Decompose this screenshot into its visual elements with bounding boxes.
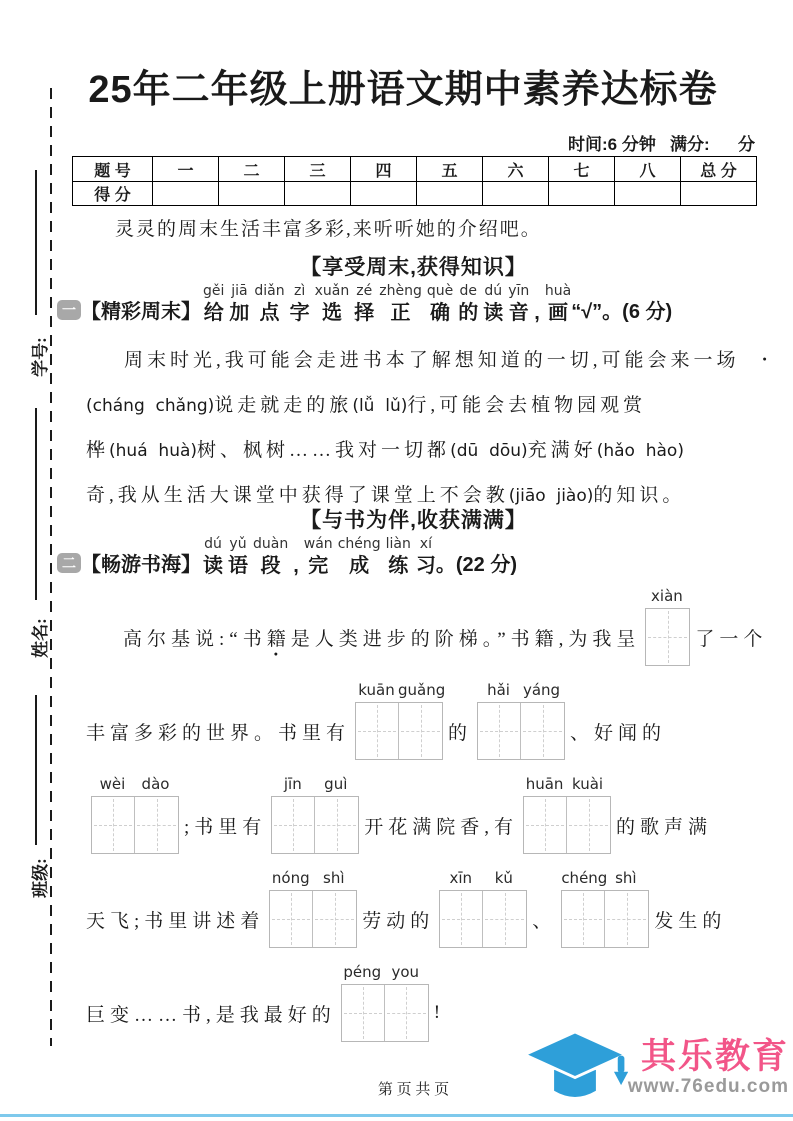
pinyin-annotation: liàn [385, 536, 411, 552]
character-write-box[interactable] [483, 891, 526, 947]
student-name-blank-line[interactable] [35, 408, 37, 600]
pinyin-options: (lǚ lǔ) [352, 396, 408, 416]
score-cell[interactable] [351, 182, 417, 206]
pinyin-annotation: yǔ [229, 536, 247, 552]
character-write-box[interactable] [440, 891, 483, 947]
base-char: 读 [203, 555, 223, 577]
pinyin-annotation: zhèng [379, 283, 422, 299]
score-cell[interactable] [417, 182, 483, 206]
question-1-number-badge: 一 [57, 300, 81, 320]
writing-box-pinyin-row [645, 587, 690, 606]
character-write-box[interactable] [385, 985, 428, 1041]
dotted-char: 场 ● [717, 350, 740, 371]
ruby-char [254, 283, 284, 324]
ruby-char [253, 536, 288, 577]
base-char: 确 [430, 302, 451, 324]
pinyin-annotation: de [459, 283, 477, 299]
text-run: 高尔基说:“书 [123, 628, 267, 650]
dotted-char: 都 ● [427, 440, 450, 461]
text-run: 是人类进步的阶梯。”书籍,为我呈 [290, 628, 641, 650]
score-table-label-cell: 七 [549, 157, 615, 182]
base-char: 语 [228, 555, 248, 577]
base-char: 的 [458, 302, 479, 324]
ruby-char [416, 536, 436, 577]
writing-box-cells [341, 984, 429, 1042]
pinyin-annotation: xuǎn [314, 283, 350, 299]
pinyin-annotation: duàn [253, 536, 289, 552]
base-char: 练 [388, 555, 409, 577]
text-run: 奇,我从生活大课堂中获得了课堂上不会 [86, 485, 486, 506]
writing-box-group [439, 869, 527, 969]
passage-line [86, 775, 776, 872]
brand-text [628, 1038, 789, 1099]
page-number-footer: 第 页 共 页 [377, 1082, 450, 1098]
ruby-char [354, 283, 374, 324]
question-2-suffix: 。(22 分) [435, 554, 517, 576]
bottom-blue-rule [0, 1114, 793, 1117]
pinyin-annotation: jiā [231, 283, 248, 299]
base-char: , [534, 302, 540, 324]
character-write-box[interactable] [270, 891, 313, 947]
score-table-label-cell: 题 号 [73, 157, 153, 182]
section1-banner: 【享受周末,获得知识】 [300, 256, 527, 279]
score-table-header-row [73, 157, 757, 182]
base-char: 完 [308, 555, 329, 577]
character-write-box[interactable] [521, 703, 564, 759]
writing-box-pinyin-row [439, 869, 527, 888]
writing-box-cells [561, 890, 649, 948]
score-table-label-cell: 总 分 [681, 157, 757, 182]
character-write-box[interactable] [567, 797, 610, 853]
pinyin-hint: péng [343, 963, 382, 981]
pinyin-annotation: zé [356, 283, 373, 299]
question-2 [57, 536, 517, 577]
question-2-number-badge: 二 [57, 553, 81, 573]
pinyin-options: (dū dōu) [450, 441, 528, 461]
intro-sentence: 灵灵的周末生活丰富多彩,来听听她的介绍吧。 [115, 219, 542, 240]
paragraph-line [86, 383, 762, 428]
question-1-paragraph [86, 338, 762, 518]
question-2-ruby-text [203, 536, 436, 577]
text-run: 发生的 [654, 910, 727, 932]
score-cell[interactable] [681, 182, 757, 206]
question-1-tag: 【精彩周末】 [81, 301, 201, 323]
score-cell[interactable] [219, 182, 285, 206]
text-run: 行,可能会去植物园观赏 [407, 395, 647, 416]
base-char: 音 [508, 302, 529, 324]
question-2-passage [86, 587, 776, 1060]
text-run: 树、枫树……我对一切 [197, 440, 428, 461]
student-id-blank-line[interactable] [35, 170, 37, 315]
time-score-line: 时间:6 分钟 满分: 分 [567, 135, 755, 154]
text-run: 巨变……书,是我最好的 [86, 1004, 336, 1026]
text-run: 周末时光,我可能会走进书本了解想知道的一切,可能会来一 [124, 350, 717, 371]
pinyin-hint: kuān [358, 681, 395, 699]
pinyin-hint: hǎi [487, 681, 510, 699]
ruby-char [545, 283, 571, 324]
character-write-box[interactable] [313, 891, 356, 947]
ruby-char [427, 283, 453, 324]
seal-dashed-line [50, 88, 52, 1046]
pinyin-annotation: diǎn [254, 283, 285, 299]
score-cell[interactable] [483, 182, 549, 206]
text-run: 劳动的 [362, 910, 435, 932]
pinyin-hint: chéng [561, 869, 608, 887]
ruby-char [293, 536, 299, 577]
pinyin-annotation: huà [544, 283, 572, 299]
score-table-label-cell: 八 [615, 157, 681, 182]
text-run: 开花满院香,有 [364, 816, 519, 838]
pinyin-hint: you [391, 963, 420, 981]
writing-box-pinyin-row [91, 775, 179, 794]
score-cell[interactable] [615, 182, 681, 206]
score-table-label-cell: 一 [153, 157, 219, 182]
character-write-box[interactable] [562, 891, 605, 947]
base-char: 正 [390, 302, 411, 324]
character-write-box[interactable] [135, 797, 178, 853]
pinyin-hint: shì [323, 869, 345, 887]
score-table-label-cell: 四 [351, 157, 417, 182]
section2-banner: 【与书为伴,收获满满】 [300, 509, 527, 532]
text-run: ! [433, 1002, 446, 1023]
base-char: 读 [483, 302, 504, 324]
character-write-box[interactable] [524, 797, 567, 853]
score-table [72, 156, 757, 206]
base-char: 习 [415, 555, 436, 577]
ruby-char [534, 283, 540, 324]
pinyin-hint: wèi [99, 775, 126, 793]
base-char: 择 [354, 302, 375, 324]
dotted-char: 籍 ● [267, 624, 291, 651]
ruby-char [304, 536, 333, 577]
score-cell[interactable] [153, 182, 219, 206]
writing-box-cells [439, 890, 527, 948]
dotted-char: 旅 ● [329, 395, 352, 416]
pinyin-hint: kǔ [494, 869, 513, 887]
base-char: , [293, 555, 299, 577]
text-run: 丰富多彩的世界。书里有 [86, 722, 351, 744]
pinyin-options: (cháng chǎng) [86, 396, 215, 416]
writing-box-pinyin-row [523, 775, 611, 794]
text-run: 的知识。 [593, 485, 686, 506]
pinyin-annotation: dú [484, 283, 503, 299]
base-char: 点 [259, 302, 280, 324]
pinyin-annotation: què [426, 283, 454, 299]
brand-name: 其乐教育 [640, 1036, 789, 1076]
pinyin-annotation: dú [204, 536, 222, 552]
ruby-char [315, 283, 350, 324]
class-blank-line[interactable] [35, 695, 37, 845]
base-char: 画 [548, 302, 569, 324]
brand-url: www.76edu.com [627, 1076, 789, 1098]
paper-title: 25年二年级上册语文期中素养达标卷 [88, 69, 718, 111]
text-run: 的歌声满 [616, 816, 713, 838]
character-write-box[interactable] [92, 797, 135, 853]
question-1 [57, 283, 672, 324]
base-char: 给 [203, 302, 224, 324]
writing-box-pinyin-row [269, 869, 357, 888]
ruby-char [203, 283, 224, 324]
writing-box-group [523, 775, 611, 875]
pinyin-hint: xīn [449, 869, 473, 887]
writing-box-pinyin-row [477, 681, 565, 700]
ruby-char [203, 536, 223, 577]
pinyin-hint: guǎng [398, 681, 446, 699]
student-name-label: 姓名: [31, 618, 50, 658]
writing-box-group [271, 775, 359, 875]
ruby-char [229, 283, 249, 324]
writing-box-cells [271, 796, 359, 854]
text-run: 了一个 [695, 628, 768, 650]
ruby-char [228, 536, 248, 577]
writing-box-cells [269, 890, 357, 948]
base-char: 选 [321, 302, 342, 324]
character-write-box[interactable] [356, 703, 399, 759]
character-write-box[interactable] [478, 703, 521, 759]
writing-box-cells [91, 796, 179, 854]
pinyin-annotation: chéng [337, 536, 381, 552]
pinyin-hint: dào [141, 775, 170, 793]
text-run: 、好闻的 [570, 722, 667, 744]
writing-box-pinyin-row [355, 681, 446, 700]
character-write-box[interactable] [646, 609, 689, 665]
pinyin-hint: kuài [572, 775, 604, 793]
score-table-label-cell: 三 [285, 157, 351, 182]
ruby-char [483, 283, 503, 324]
text-run: ;书里有 [184, 816, 267, 838]
writing-box-group [91, 775, 179, 875]
pinyin-hint: nóng [271, 869, 310, 887]
ruby-char [458, 283, 478, 324]
ruby-char [338, 536, 381, 577]
writing-box-pinyin-row [341, 963, 429, 982]
score-cell[interactable] [549, 182, 615, 206]
dotted-char: 教 ● [486, 485, 509, 506]
text-run: 天飞;书里讲述着 [86, 910, 265, 932]
writing-box-group [341, 963, 429, 1063]
score-table-label-cell: 五 [417, 157, 483, 182]
pinyin-hint: huān [525, 775, 564, 793]
writing-box-group [645, 587, 690, 687]
pinyin-annotation: zì [294, 283, 306, 299]
character-write-box[interactable] [315, 797, 358, 853]
writing-box-cells [355, 702, 443, 760]
score-table-label-cell: 得 分 [73, 182, 153, 206]
writing-box-cells [645, 608, 690, 666]
character-write-box[interactable] [342, 985, 385, 1041]
pinyin-hint: shì [615, 869, 637, 887]
text-run: 、 [532, 910, 557, 932]
pinyin-annotation: xí [419, 536, 432, 552]
pinyin-hint: jīn [283, 775, 302, 793]
score-cell[interactable] [285, 182, 351, 206]
ruby-char [290, 283, 310, 324]
ruby-char [508, 283, 529, 324]
base-char: 成 [349, 555, 370, 577]
passage-line [86, 869, 776, 966]
base-char: 加 [229, 302, 250, 324]
passage-line [86, 587, 776, 684]
score-table-label-cell: 二 [219, 157, 285, 182]
writing-box-pinyin-row [561, 869, 649, 888]
text-run: 说走就走的 [214, 395, 330, 416]
pinyin-options: (jiāo jiào) [508, 486, 594, 506]
ruby-char [379, 283, 422, 324]
student-id-label: 学号: [31, 337, 50, 377]
question-2-tag: 【畅游书海】 [81, 554, 201, 576]
graduation-cap-icon [522, 1030, 628, 1106]
writing-box-cells [523, 796, 611, 854]
pinyin-annotation: wán [303, 536, 333, 552]
score-table-label-cell: 六 [483, 157, 549, 182]
text-run: 充满 [527, 440, 574, 461]
pinyin-hint: xiàn [651, 587, 683, 605]
passage-line [86, 681, 776, 778]
writing-box-pinyin-row [271, 775, 359, 794]
ruby-char [386, 536, 411, 577]
base-char: 字 [289, 302, 310, 324]
character-write-box[interactable] [272, 797, 315, 853]
pinyin-hint: guì [324, 775, 348, 793]
character-write-box[interactable] [399, 703, 442, 759]
paragraph-line [86, 338, 762, 383]
writing-box-group [477, 681, 565, 781]
writing-box-group [269, 869, 357, 969]
writing-box-group [355, 681, 446, 781]
character-write-box[interactable] [605, 891, 648, 947]
writing-box-cells [477, 702, 565, 760]
writing-box-group [561, 869, 649, 969]
question-1-ruby-text [203, 283, 571, 324]
base-char: 段 [260, 555, 281, 577]
text-run: 的 [448, 722, 473, 744]
score-table-score-row [73, 182, 757, 206]
dotted-char: 好 ● [574, 440, 597, 461]
publisher-brand [522, 1030, 789, 1106]
class-label: 班级: [31, 858, 50, 898]
pinyin-hint: yáng [522, 681, 561, 699]
dotted-char: 桦 ● [86, 440, 109, 461]
pinyin-annotation: yīn [508, 283, 530, 299]
paragraph-line [86, 428, 762, 473]
pinyin-annotation: gěi [203, 283, 225, 299]
pinyin-options: (huá huà) [109, 441, 198, 461]
question-1-suffix: “√”。(6 分) [571, 301, 673, 323]
pinyin-options: (hǎo hào) [596, 441, 684, 461]
